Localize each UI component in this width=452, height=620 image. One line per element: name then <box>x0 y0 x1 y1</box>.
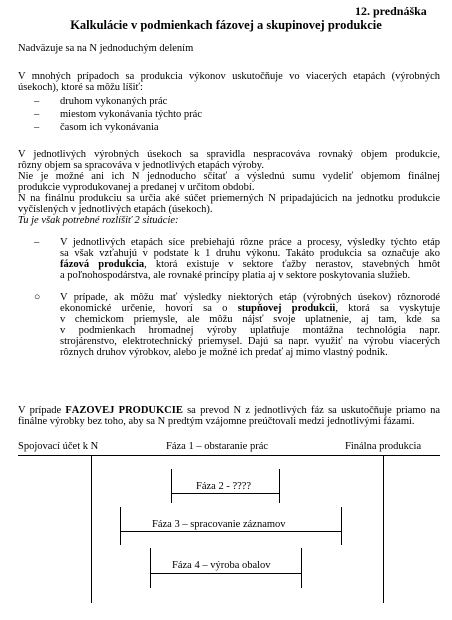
text-line: úsekoch), ktoré sa môžu líšiť: <box>18 82 143 93</box>
page-title: Kalkulácie v podmienkach fázovej a skupinovej produkcie <box>70 18 382 32</box>
text-line: rôzny objem sa spracováva v jednotlivých etapách výroby. <box>18 160 264 171</box>
text-line: produkcie vyprodukovanej a predanej v určitom období. <box>18 182 255 193</box>
text-line: v chemickom priemysle, ale môžu nájsť svoje uplatnenie, aj tam, kde sa <box>60 314 440 325</box>
text-line: V jednotlivých etapách síce prebiehajú rôzne práce a procesy, výsledky týchto etáp <box>60 237 440 248</box>
bullet-circle: ○ <box>34 292 41 303</box>
diagram-right-tick <box>383 455 384 603</box>
diagram-phase4-left <box>150 548 151 588</box>
diagram-phase2-right <box>279 469 280 503</box>
diagram-phase3-right <box>341 507 342 545</box>
diagram-left-label: Spojovací účet k N <box>18 441 99 452</box>
bullet-dash: – <box>34 109 40 120</box>
bold-term: stupňovej produkcii <box>237 303 336 314</box>
diagram-phase2-label: Fáza 2 - ???? <box>196 481 252 492</box>
text-line: v podmienkach hromadnej výroby uplatňuje montážna technológia napr. <box>60 325 440 336</box>
situation-phase <box>60 237 440 281</box>
diagram-left-tick <box>91 455 92 603</box>
text-line: V jednotlivých výrobných úsekoch sa spravidla nespracováva rovnaký objem produkcie, <box>18 149 440 160</box>
diagram-phase1-label: Fáza 1 – obstaranie prác <box>166 441 269 452</box>
diagram-phase3-left <box>120 507 121 545</box>
diagram-phase4-label: Fáza 4 – výroba obalov <box>172 560 271 571</box>
text-line: V mnohých prípadoch sa produkcia výkonov uskutočňuje vo viacerých etapách (výrobných <box>18 71 440 82</box>
situation-step <box>60 292 440 358</box>
bold-term: FÁZOVEJ PRODUKCIE <box>65 405 183 416</box>
bullet-dash: – <box>34 237 40 248</box>
intro-line: Nadväzuje sa na N jednoduchým delením <box>18 43 194 54</box>
lecture-number: 12. prednáška <box>355 4 427 18</box>
text-line: vyčíslených v jednotlivých etapách (úsekoch). <box>18 204 213 215</box>
diagram-phase2-left <box>171 469 172 503</box>
bullet-dash: – <box>34 96 40 107</box>
bullet-item: miestom vykonávania týchto prác <box>60 109 203 120</box>
text-line: rôznych druhov výrobkov, alebo je možné ich predať aj mimo vlastný podnik. <box>60 347 388 358</box>
text-line: fázová produkcia, ktorá existuje v sektore ťažby nerastov, stavebných hmôt <box>60 259 440 270</box>
bullet-item: druhom vykonaných prác <box>60 96 168 107</box>
diagram-phase4-right <box>301 548 302 588</box>
paragraph-stages <box>18 71 440 93</box>
text-line: V prípade, ak môžu mať výsledky niektorých etáp (výrobných úsekov) rôznorodé <box>60 292 440 303</box>
paragraph-phase-production <box>18 405 440 427</box>
diagram-phase3-label: Fáza 3 – spracovanie záznamov <box>152 519 286 530</box>
diagram-right-label: Finálna produkcia <box>345 441 422 452</box>
text-line: ekonomické určenie, hovorí sa o stupňovej produkcii, ktorá sa vyskytuje <box>60 303 440 314</box>
bullet-item: časom ich vykonávania <box>60 122 159 133</box>
paragraph-volume <box>18 149 440 226</box>
bullet-dash: – <box>34 122 40 133</box>
italic-line: Tu je však potrebné rozlíšiť 2 situácie: <box>18 215 179 226</box>
text-line: sa však vzťahujú v podstate k 1 druhu výkonu. Takáto produkcia sa označuje ako <box>60 248 440 259</box>
diagram-phase4-line <box>150 573 301 574</box>
text-line: Nie je možné ani ich N jednoducho sčítať a výslednú sumu vydeliť objemom finálnej <box>18 171 440 182</box>
text-line: finálne výrobky bez toho, aby sa N predtým vzájomne preúčtovali medzi jednotlivými fázami. <box>18 416 415 427</box>
text-line: V prípade FÁZOVEJ PRODUKCIE sa prevod N z jednotlivých fáz sa uskutočňuje priamo na <box>18 405 440 416</box>
text-line: a poľnohospodárstva, ale rovnaké princípy platia aj v sektore poskytovania služieb. <box>60 270 411 281</box>
diagram-phase2-line <box>171 493 279 494</box>
text-line: N na finálnu produkciu sa určia aké súčet priemerných N pripadajúcich na jednotku produkcie <box>18 193 440 204</box>
diagram-main-line <box>18 455 440 456</box>
bold-term: fázová produkcia <box>60 259 145 270</box>
text-line: strojárenstvo, elektrotechnický priemysel. Dajú sa napr. využiť na výrobu viacerých <box>60 336 440 347</box>
diagram-phase3-line <box>120 531 341 532</box>
